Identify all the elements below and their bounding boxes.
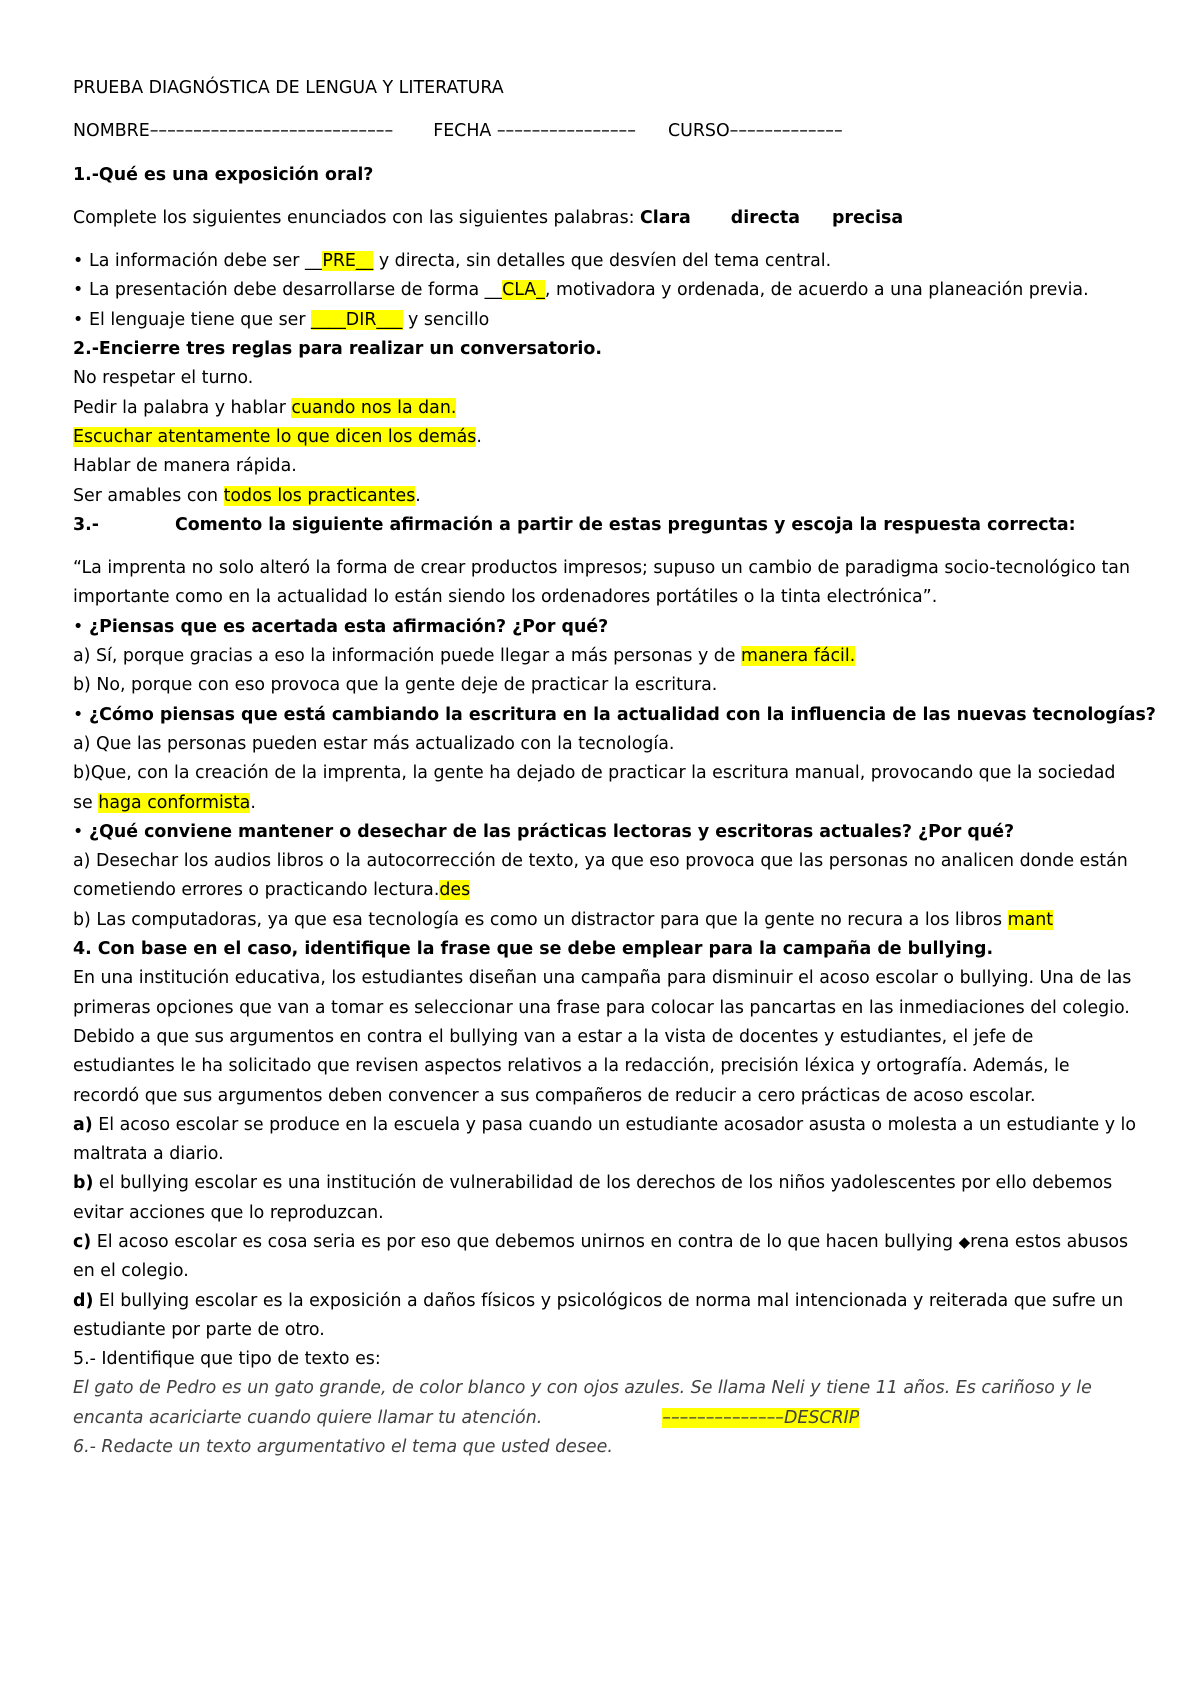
q3-sub1-question: • ¿Piensas que es acertada esta afirmación? ¿Por qué? bbox=[73, 613, 1140, 642]
answer-cla: CLA_ bbox=[502, 280, 545, 301]
q4-option-d: d) El bullying escolar es la exposición a daños físicos y psicológicos de norma mal intencionada y reiterada que sufre un estudiante por parte de otro. bbox=[73, 1290, 1124, 1340]
fecha-field: FECHA –––––––––––––––– bbox=[433, 121, 636, 142]
q3-sub2-b: b)Que, con la creación de la imprenta, la gente ha dejado de practicar la escritura manual, provocando que la sociedad se haga conformista. bbox=[73, 763, 1116, 813]
q6-question: 6.- Redacte un texto argumentativo el tema que usted desee. bbox=[73, 1437, 613, 1458]
q3-sub2-question: • ¿Cómo piensas que está cambiando la escritura en la actualidad con la influencia de las nuevas tecnologías? bbox=[73, 701, 1140, 730]
q1-question: 1.-Qué es una exposición oral? bbox=[73, 164, 374, 185]
bullet-icon: • bbox=[73, 251, 84, 272]
curso-field: CURSO––––––––––––– bbox=[667, 121, 843, 142]
word-clara: Clara bbox=[640, 207, 691, 228]
q4-option-c: c) El acoso escolar es cosa seria es por eso que debemos unirnos en contra de lo que hacen bullying ◆rena estos abusos en el colegio. bbox=[73, 1231, 1129, 1282]
bullet-icon: • bbox=[73, 280, 84, 301]
q2-option-2: Pedir la palabra y hablar cuando nos la dan. bbox=[73, 397, 457, 418]
document-title: PRUEBA DIAGNÓSTICA DE LENGUA Y LITERATURA bbox=[73, 78, 504, 98]
q4-case: En una institución educativa, los estudiantes diseñan una campaña para disminuir el acoso escolar o bullying. Una de las primeras opciones que van a tomar es seleccionar una frase para colocar las pancartas en las inmediaciones del colegio. Debido a que sus argumentos en contra el bullying van a estar a la vista de docentes y estudiantes, el jefe de estudiantes le ha solicitado que revisen aspectos relativos a la redacción, precisión léxica y ortografía. Además, le recordó que sus argumentos deben convencer a sus compañeros de reducir a cero prácticas de acoso escolar. bbox=[73, 968, 1132, 1106]
bullet-icon: • bbox=[73, 309, 84, 330]
q3-sub1-a: a) Sí, porque gracias a eso la información puede llegar a más personas y de manera fácil. bbox=[73, 646, 856, 667]
q2-option-5: Ser amables con todos los practicantes. bbox=[73, 485, 421, 506]
nombre-field: NOMBRE–––––––––––––––––––––––––––– bbox=[73, 121, 394, 142]
q3-question: 3.- Comento la siguiente afirmación a partir de estas preguntas y escoja la respuesta correcta: bbox=[73, 514, 1076, 535]
bullet-icon: • bbox=[73, 704, 84, 725]
word-precisa: precisa bbox=[831, 207, 904, 228]
q1-bullet-2: • La presentación debe desarrollarse de forma __CLA_, motivadora y ordenada, de acuerdo a una planeación previa. bbox=[73, 276, 1140, 305]
q3-sub2-a: a) Que las personas pueden estar más actualizado con la tecnología. bbox=[73, 733, 675, 754]
q3-sub1-b: b) No, porque con eso provoca que la gente deje de practicar la escritura. bbox=[73, 675, 718, 696]
q1-bullet-3: • El lenguaje tiene que ser ____DIR___ y sencillo bbox=[73, 306, 1140, 335]
q5-question: 5.- Identifique que tipo de texto es: bbox=[73, 1349, 381, 1370]
diamond-icon: ◆ bbox=[958, 1232, 971, 1251]
q3-sub3-question: • ¿Qué conviene mantener o desechar de las prácticas lectoras y escritoras actuales? ¿Por qué? bbox=[73, 818, 1140, 847]
q2-question: 2.-Encierre tres reglas para realizar un conversatorio. bbox=[73, 339, 602, 360]
q3-quote: “La imprenta no solo alteró la forma de crear productos impresos; supuso un cambio de paradigma socio-tecnológico tan importante como en la actualidad lo están siendo los ordenadores portátiles o la tinta electrónica”. bbox=[73, 558, 1130, 608]
answer-dir: ____DIR___ bbox=[311, 309, 403, 330]
q2-option-1: No respetar el turno. bbox=[73, 368, 254, 389]
q3-sub3-b: b) Las computadoras, ya que esa tecnología es como un distractor para que la gente no recura a los libros mant bbox=[73, 909, 1054, 930]
q5-text: El gato de Pedro es un gato grande, de color blanco y con ojos azules. Se llama Neli y tiene 11 años. Es cariñoso y le encanta acariciarte cuando quiere llamar tu atención. ––––––––––––––DESCRIP bbox=[73, 1378, 1092, 1428]
header-fields bbox=[73, 117, 1140, 146]
q4-option-a: a) El acoso escolar se produce en la escuela y pasa cuando un estudiante acosador asusta o molesta a un estudiante y lo maltrata a diario. bbox=[73, 1114, 1137, 1165]
q4-question: 4. Con base en el caso, identifique la frase que se debe emplear para la campaña de bullying. bbox=[73, 939, 994, 960]
q2-option-4: Hablar de manera rápida. bbox=[73, 456, 297, 477]
bullet-icon: • bbox=[73, 616, 84, 637]
q4-option-b: b) el bullying escolar es una institución de vulnerabilidad de los derechos de los niños yadolescentes por ello debemos evitar acciones que lo reproduzcan. bbox=[73, 1173, 1113, 1223]
answer-pre: PRE__ bbox=[322, 251, 374, 272]
q1-instruction: Complete los siguientes enunciados con las siguientes palabras: Clara directa precisa bbox=[73, 207, 904, 228]
q2-option-3: Escuchar atentamente lo que dicen los demás. bbox=[73, 426, 482, 447]
bullet-icon: • bbox=[73, 821, 84, 842]
q5-answer: ––––––––––––––DESCRIP bbox=[662, 1407, 860, 1428]
word-directa: directa bbox=[730, 207, 800, 228]
q3-sub3-a: a) Desechar los audios libros o la autocorrección de texto, ya que eso provoca que las personas no analicen donde están cometiendo errores o practicando lectura.des bbox=[73, 851, 1128, 901]
q1-bullet-1: • La información debe ser __PRE__ y directa, sin detalles que desvíen del tema central. bbox=[73, 247, 1140, 276]
